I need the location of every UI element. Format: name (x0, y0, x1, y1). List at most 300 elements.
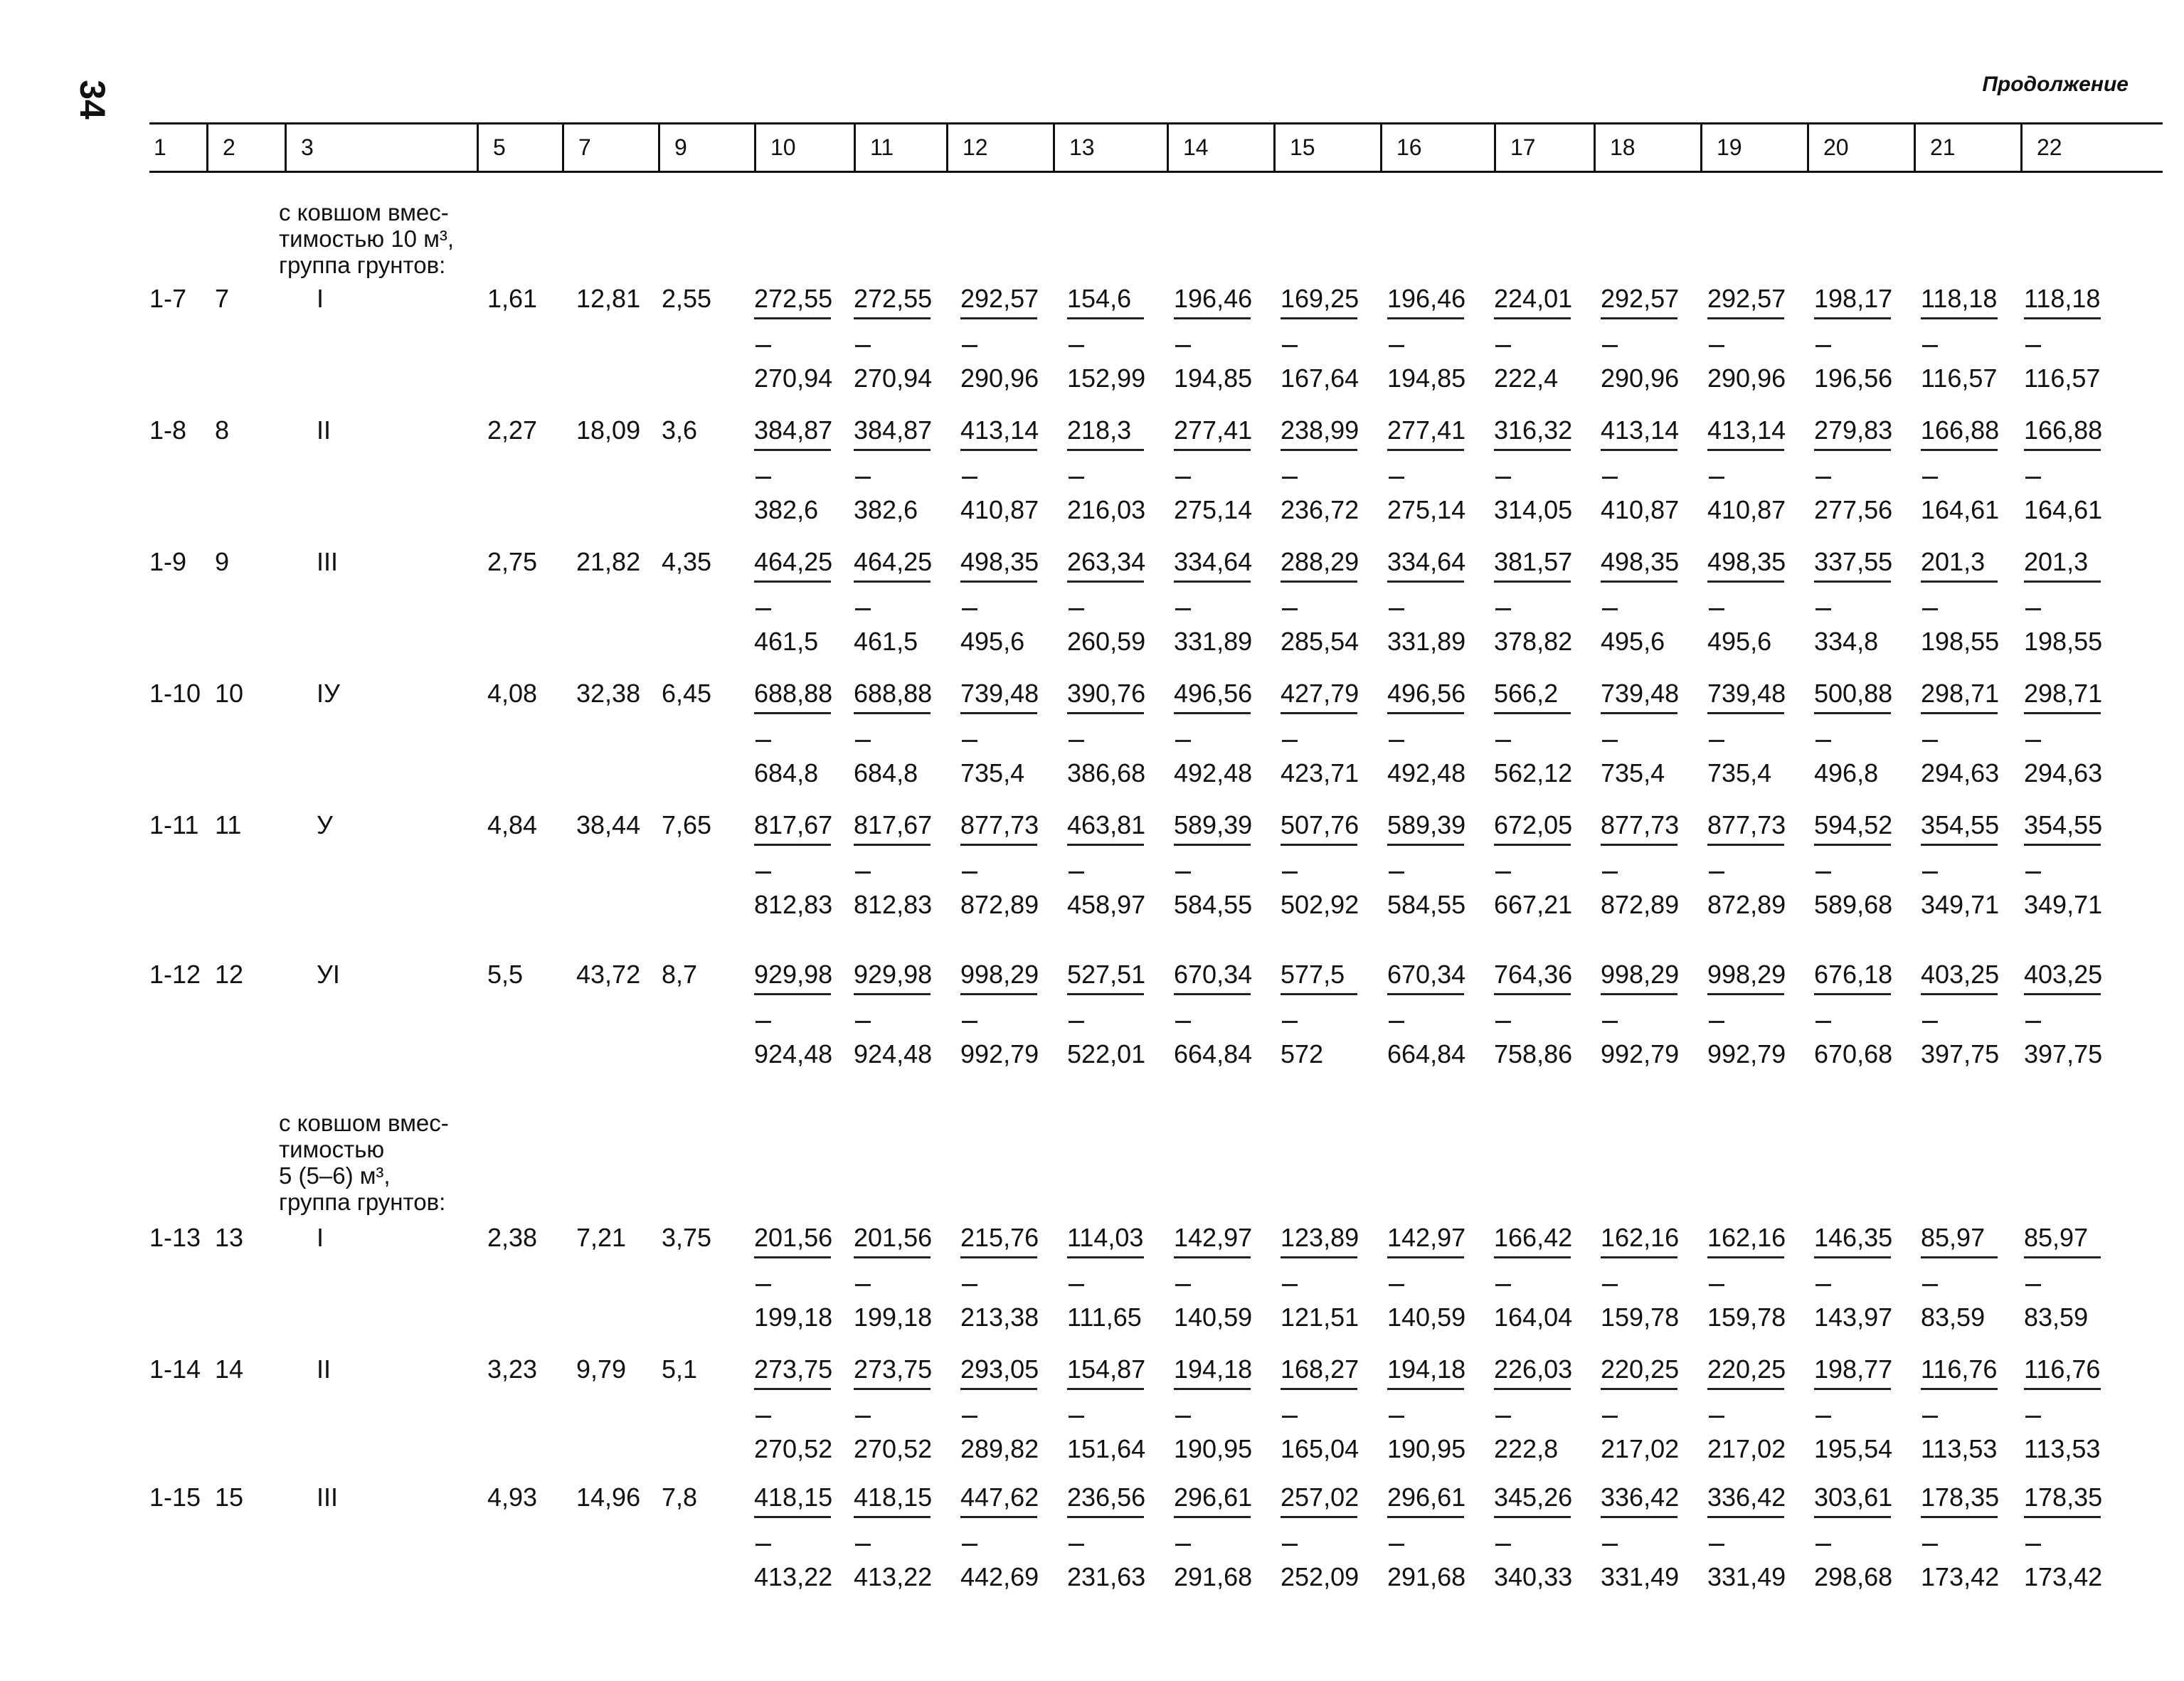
value-bottom: 410,87 (1601, 495, 1680, 524)
minus-sign (1922, 1284, 1938, 1286)
value-top: 279,83 (1814, 415, 1893, 445)
value-cell-col-11 (854, 548, 953, 656)
value-top: 337,55 (1814, 547, 1893, 576)
value-cell-col-19 (1707, 1224, 1807, 1332)
row-group: II (317, 1354, 332, 1384)
value-top: 498,35 (1601, 547, 1680, 576)
header-col-11: 11 (854, 124, 946, 171)
fraction-rule (960, 580, 1037, 583)
row-c5: 4,93 (487, 1483, 538, 1512)
value-bottom: 116,57 (1921, 364, 1998, 393)
value-bottom: 758,86 (1494, 1039, 1573, 1068)
value-top: 288,29 (1281, 547, 1359, 576)
value-cell-col-20 (1814, 1355, 1914, 1463)
value-bottom: 151,64 (1067, 1434, 1146, 1463)
value-top: 390,76 (1067, 679, 1146, 708)
fraction-rule (1174, 844, 1251, 846)
value-cell-col-18 (1601, 285, 1700, 393)
value-cell-col-12 (960, 1224, 1060, 1332)
minus-sign (1922, 740, 1938, 742)
value-top: 498,35 (1707, 547, 1786, 576)
value-top: 418,15 (854, 1483, 933, 1512)
fraction-rule (1814, 1516, 1891, 1518)
fraction-rule (1707, 449, 1784, 451)
value-top: 194,18 (1174, 1354, 1253, 1384)
value-top: 116,76 (1921, 1354, 1998, 1384)
header-col-12: 12 (946, 124, 1053, 171)
value-bottom: 113,53 (1921, 1434, 1998, 1463)
value-top: 688,88 (854, 679, 933, 708)
value-cell-col-22 (2024, 548, 2124, 656)
fraction-rule (1707, 1516, 1784, 1518)
value-top: 273,75 (754, 1354, 833, 1384)
value-top: 817,67 (854, 810, 933, 839)
value-cell-col-14 (1174, 811, 1273, 919)
fraction-rule (1281, 993, 1357, 995)
value-bottom: 522,01 (1067, 1039, 1146, 1068)
value-cell-col-19 (1707, 960, 1807, 1068)
value-cell-col-21 (1921, 416, 2020, 524)
value-bottom: 442,69 (960, 1562, 1039, 1591)
fraction-rule (960, 844, 1037, 846)
value-top: 403,25 (2024, 960, 2103, 989)
value-bottom: 572 (1281, 1039, 1324, 1068)
table-row (0, 415, 2184, 524)
minus-sign (1815, 345, 1831, 347)
fraction-rule (1067, 1388, 1144, 1390)
value-cell-col-19 (1707, 679, 1807, 788)
fraction-rule (1281, 1256, 1357, 1258)
value-top: 277,41 (1174, 415, 1253, 445)
value-top: 166,42 (1494, 1223, 1573, 1252)
fraction-rule (960, 449, 1037, 451)
fraction-rule (960, 993, 1037, 995)
value-top: 998,29 (1707, 960, 1786, 989)
value-bottom: 331,89 (1387, 627, 1466, 656)
value-bottom: 992,79 (960, 1039, 1039, 1068)
value-top: 116,76 (2024, 1354, 2101, 1384)
value-top: 218,3 (1067, 415, 1132, 445)
fraction-rule (2024, 844, 2101, 846)
fraction-rule (1494, 1388, 1571, 1390)
minus-sign (1602, 740, 1618, 742)
fraction-rule (1174, 1256, 1251, 1258)
minus-sign (2025, 740, 2041, 742)
fraction-rule (854, 712, 931, 714)
minus-sign (1389, 1284, 1404, 1286)
table-body (0, 171, 2184, 1665)
fraction-rule (1387, 580, 1464, 583)
minus-sign (2025, 1416, 2041, 1418)
value-cell-col-10 (754, 811, 854, 919)
minus-sign (1495, 1416, 1511, 1418)
minus-sign (1389, 871, 1404, 874)
value-cell-col-13 (1067, 811, 1167, 919)
value-bottom: 270,52 (754, 1434, 833, 1463)
value-cell-col-10 (754, 548, 854, 656)
value-cell-col-16 (1387, 1355, 1487, 1463)
minus-sign (1602, 345, 1618, 347)
minus-sign (756, 1544, 771, 1546)
value-bottom: 331,49 (1601, 1562, 1680, 1591)
value-top: 739,48 (960, 679, 1039, 708)
fraction-rule (1387, 317, 1464, 319)
minus-sign (1602, 608, 1618, 610)
row-c5: 2,27 (487, 415, 538, 445)
value-bottom: 190,95 (1387, 1434, 1466, 1463)
value-cell-col-17 (1494, 1483, 1594, 1591)
value-top: 877,73 (1601, 810, 1680, 839)
minus-sign (1815, 871, 1831, 874)
value-cell-col-14 (1174, 416, 1273, 524)
fraction-rule (1921, 1256, 1998, 1258)
header-col-10: 10 (754, 124, 854, 171)
value-cell-col-19 (1707, 811, 1807, 919)
value-bottom: 199,18 (754, 1303, 833, 1332)
minus-sign (1069, 477, 1084, 479)
table-row (0, 810, 2184, 919)
row-c7: 43,72 (576, 960, 641, 989)
value-top: 292,57 (1707, 284, 1786, 313)
fraction-rule (1174, 712, 1251, 714)
minus-sign (855, 740, 871, 742)
header-col-19: 19 (1700, 124, 1807, 171)
fraction-rule (1281, 1516, 1357, 1518)
fraction-rule (854, 580, 931, 583)
value-bottom: 992,79 (1601, 1039, 1680, 1068)
value-bottom: 164,61 (1921, 495, 2000, 524)
value-cell-col-15 (1281, 811, 1380, 919)
value-top: 527,51 (1067, 960, 1146, 989)
value-top: 334,64 (1174, 547, 1253, 576)
fraction-rule (1494, 712, 1571, 714)
fraction-rule (1601, 712, 1677, 714)
value-bottom: 140,59 (1387, 1303, 1466, 1332)
fraction-rule (1921, 317, 1998, 319)
row-c7: 38,44 (576, 810, 641, 839)
value-top: 215,76 (960, 1223, 1039, 1252)
value-bottom: 735,4 (1707, 758, 1772, 788)
value-top: 296,61 (1174, 1483, 1253, 1512)
fraction-rule (754, 449, 831, 451)
value-bottom: 294,63 (2024, 758, 2103, 788)
minus-sign (2025, 345, 2041, 347)
fraction-rule (754, 1388, 831, 1390)
minus-sign (1815, 477, 1831, 479)
fraction-rule (2024, 317, 2101, 319)
minus-sign (1175, 1544, 1191, 1546)
fraction-rule (960, 1256, 1037, 1258)
value-bottom: 502,92 (1281, 890, 1359, 919)
fraction-rule (1387, 844, 1464, 846)
row-c7: 21,82 (576, 547, 641, 576)
row-c7: 7,21 (576, 1223, 627, 1252)
value-bottom: 331,89 (1174, 627, 1253, 656)
minus-sign (1709, 1021, 1724, 1023)
fraction-rule (1921, 712, 1998, 714)
fraction-rule (1921, 1516, 1998, 1518)
row-num: 13 (215, 1223, 244, 1252)
fraction-rule (1921, 580, 1998, 583)
row-code: 1-8 (149, 415, 187, 445)
value-bottom: 260,59 (1067, 627, 1146, 656)
value-top: 739,48 (1707, 679, 1786, 708)
value-cell-col-13 (1067, 548, 1167, 656)
row-code: 1-13 (149, 1223, 201, 1252)
value-cell-col-15 (1281, 548, 1380, 656)
value-cell-col-18 (1601, 1355, 1700, 1463)
value-top: 354,55 (2024, 810, 2103, 839)
value-cell-col-13 (1067, 416, 1167, 524)
minus-sign (756, 477, 771, 479)
row-c5: 4,84 (487, 810, 538, 839)
value-top: 418,15 (754, 1483, 833, 1512)
value-cell-col-14 (1174, 548, 1273, 656)
value-cell-col-11 (854, 285, 953, 393)
minus-sign (962, 608, 977, 610)
value-top: 594,52 (1814, 810, 1893, 839)
fraction-rule (1814, 449, 1891, 451)
value-top: 296,61 (1387, 1483, 1466, 1512)
value-bottom: 213,38 (960, 1303, 1039, 1332)
value-bottom: 294,63 (1921, 758, 2000, 788)
row-code: 1-11 (149, 810, 199, 839)
minus-sign (1602, 1021, 1618, 1023)
minus-sign (1815, 608, 1831, 610)
value-bottom: 152,99 (1067, 364, 1146, 393)
value-bottom: 167,64 (1281, 364, 1359, 393)
value-bottom: 562,12 (1494, 758, 1573, 788)
row-group: II (317, 415, 332, 445)
value-top: 507,76 (1281, 810, 1359, 839)
fraction-rule (1281, 1388, 1357, 1390)
fraction-rule (854, 993, 931, 995)
value-cell-col-13 (1067, 285, 1167, 393)
row-c5: 5,5 (487, 960, 524, 989)
table-row (0, 679, 2184, 788)
row-num: 9 (215, 547, 230, 576)
header-col-21: 21 (1914, 124, 2020, 171)
fraction-rule (1494, 844, 1571, 846)
fraction-rule (1387, 1256, 1464, 1258)
value-top: 384,87 (754, 415, 833, 445)
value-cell-col-16 (1387, 679, 1487, 788)
row-c9: 3,6 (662, 415, 698, 445)
fraction-rule (754, 317, 831, 319)
minus-sign (1709, 477, 1724, 479)
table-row (0, 284, 2184, 393)
value-bottom: 252,09 (1281, 1562, 1359, 1591)
value-cell-col-17 (1494, 1224, 1594, 1332)
fraction-rule (754, 712, 831, 714)
value-cell-col-11 (854, 811, 953, 919)
value-bottom: 116,57 (2024, 364, 2101, 393)
value-cell-col-16 (1387, 1224, 1487, 1332)
value-cell-col-14 (1174, 285, 1273, 393)
value-bottom: 159,78 (1707, 1303, 1786, 1332)
fraction-rule (2024, 993, 2101, 995)
value-cell-col-11 (854, 1224, 953, 1332)
row-num: 12 (215, 960, 244, 989)
value-bottom: 173,42 (2024, 1562, 2103, 1591)
fraction-rule (1814, 712, 1891, 714)
minus-sign (1602, 1416, 1618, 1418)
header-col-3: 3 (285, 124, 477, 171)
fraction-rule (1814, 317, 1891, 319)
value-bottom: 143,97 (1814, 1303, 1893, 1332)
header-col-1: 1 (154, 134, 166, 160)
value-top: 277,41 (1387, 415, 1466, 445)
value-bottom: 349,71 (1921, 890, 2000, 919)
fraction-rule (1494, 580, 1571, 583)
value-bottom: 413,22 (854, 1562, 933, 1591)
group-label-10m3: с ковшом вмес- тимостью 10 м³, группа грунтов: (279, 199, 455, 278)
value-cell-col-22 (2024, 811, 2124, 919)
minus-sign (855, 871, 871, 874)
fraction-rule (1601, 1256, 1677, 1258)
minus-sign (1069, 1416, 1084, 1418)
row-c5: 4,08 (487, 679, 538, 708)
minus-sign (1175, 740, 1191, 742)
header-col-7: 7 (562, 124, 658, 171)
table-row (0, 1223, 2184, 1332)
minus-sign (1922, 345, 1938, 347)
value-cell-col-17 (1494, 416, 1594, 524)
minus-sign (2025, 477, 2041, 479)
minus-sign (1175, 1284, 1191, 1286)
value-cell-col-11 (854, 1483, 953, 1591)
minus-sign (2025, 608, 2041, 610)
value-cell-col-21 (1921, 960, 2020, 1068)
minus-sign (1495, 1284, 1511, 1286)
fraction-rule (1067, 1256, 1144, 1258)
page-number: 34 (73, 80, 112, 120)
fraction-rule (754, 844, 831, 846)
header-col-17: 17 (1494, 124, 1594, 171)
fraction-rule (1494, 449, 1571, 451)
minus-sign (1922, 871, 1938, 874)
fraction-rule (960, 712, 1037, 714)
fraction-rule (1707, 317, 1784, 319)
row-c5: 2,75 (487, 547, 538, 576)
value-cell-col-18 (1601, 960, 1700, 1068)
fraction-rule (2024, 449, 2101, 451)
value-top: 272,55 (854, 284, 933, 313)
minus-sign (1815, 1021, 1831, 1023)
value-top: 298,71 (1921, 679, 2000, 708)
value-top: 220,25 (1601, 1354, 1680, 1384)
row-code: 1-14 (149, 1354, 201, 1384)
value-bottom: 495,6 (1601, 627, 1665, 656)
minus-sign (1175, 871, 1191, 874)
value-top: 114,03 (1067, 1223, 1144, 1252)
fraction-rule (754, 580, 831, 583)
value-top: 154,87 (1067, 1354, 1146, 1384)
row-c7: 12,81 (576, 284, 641, 313)
value-cell-col-21 (1921, 1224, 2020, 1332)
value-bottom: 410,87 (1707, 495, 1786, 524)
fraction-rule (2024, 712, 2101, 714)
row-c5: 3,23 (487, 1354, 538, 1384)
value-top: 142,97 (1387, 1223, 1466, 1252)
value-top: 427,79 (1281, 679, 1359, 708)
fraction-rule (1601, 449, 1677, 451)
value-bottom: 285,54 (1281, 627, 1359, 656)
fraction-rule (1707, 712, 1784, 714)
fraction-rule (754, 1256, 831, 1258)
value-bottom: 298,68 (1814, 1562, 1893, 1591)
value-top: 118,18 (1921, 284, 1998, 313)
value-bottom: 495,6 (1707, 627, 1772, 656)
row-c9: 6,45 (662, 679, 712, 708)
value-bottom: 198,55 (1921, 627, 2000, 656)
value-bottom: 236,72 (1281, 495, 1359, 524)
value-top: 198,77 (1814, 1354, 1893, 1384)
minus-sign (1175, 345, 1191, 347)
value-bottom: 270,52 (854, 1434, 933, 1463)
value-top: 198,17 (1814, 284, 1893, 313)
value-cell-col-20 (1814, 1224, 1914, 1332)
value-bottom: 872,89 (1707, 890, 1786, 919)
value-cell-col-12 (960, 679, 1060, 788)
minus-sign (1282, 740, 1298, 742)
row-c9: 3,75 (662, 1223, 712, 1252)
value-top: 413,14 (1707, 415, 1786, 445)
fraction-rule (1387, 712, 1464, 714)
row-group: УI (317, 960, 340, 989)
value-top: 85,97 (1921, 1223, 1986, 1252)
value-cell-col-14 (1174, 1483, 1273, 1591)
minus-sign (962, 1544, 977, 1546)
minus-sign (1495, 1021, 1511, 1023)
row-c9: 4,35 (662, 547, 712, 576)
row-c7: 9,79 (576, 1354, 627, 1384)
value-top: 877,73 (960, 810, 1039, 839)
value-cell-col-17 (1494, 811, 1594, 919)
value-cell-col-14 (1174, 960, 1273, 1068)
value-bottom: 924,48 (754, 1039, 833, 1068)
minus-sign (1709, 740, 1724, 742)
minus-sign (1069, 608, 1084, 610)
row-code: 1-9 (149, 547, 187, 576)
value-top: 877,73 (1707, 810, 1786, 839)
value-cell-col-14 (1174, 1355, 1273, 1463)
value-cell-col-12 (960, 416, 1060, 524)
value-cell-col-18 (1601, 548, 1700, 656)
minus-sign (1495, 345, 1511, 347)
minus-sign (1922, 477, 1938, 479)
value-top: 496,56 (1387, 679, 1466, 708)
value-cell-col-22 (2024, 285, 2124, 393)
minus-sign (962, 477, 977, 479)
value-top: 354,55 (1921, 810, 2000, 839)
value-cell-col-21 (1921, 679, 2020, 788)
value-top: 146,35 (1814, 1223, 1893, 1252)
fraction-rule (1174, 449, 1251, 451)
value-top: 566,2 (1494, 679, 1559, 708)
value-bottom: 159,78 (1601, 1303, 1680, 1332)
minus-sign (1389, 477, 1404, 479)
value-cell-col-17 (1494, 285, 1594, 393)
value-top: 238,99 (1281, 415, 1359, 445)
minus-sign (1709, 1416, 1724, 1418)
row-group: У (317, 810, 333, 839)
value-cell-col-12 (960, 1483, 1060, 1591)
value-cell-col-18 (1601, 1224, 1700, 1332)
value-bottom: 812,83 (754, 890, 833, 919)
value-cell-col-16 (1387, 960, 1487, 1068)
minus-sign (962, 1021, 977, 1023)
